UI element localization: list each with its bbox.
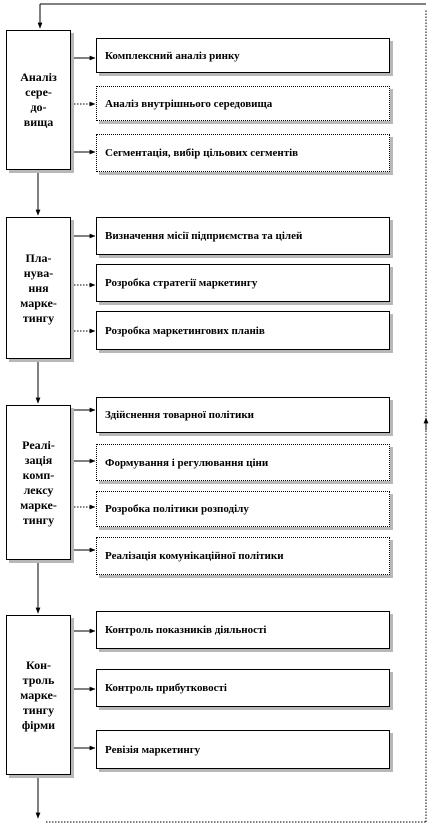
stage-label: Аналіз сере- до- вища <box>20 70 57 129</box>
task-internal-environment-analysis <box>96 86 390 121</box>
task-label: Контроль показників діяльності <box>105 624 267 636</box>
task-label: Аналіз внутрішнього середовища <box>105 97 273 110</box>
task-label: Розробка маркетингових планів <box>105 324 265 337</box>
stage-environment-analysis <box>6 30 71 170</box>
task-profitability-control <box>96 669 390 707</box>
task-segmentation <box>96 134 390 172</box>
task-communication-policy <box>96 537 390 575</box>
task-marketing-strategy <box>96 264 390 302</box>
task-product-policy <box>96 397 390 433</box>
task-label: Реалізація комунікаційної політики <box>105 550 284 562</box>
task-market-analysis <box>96 38 390 73</box>
task-label: Ревізія маркетингу <box>105 743 201 756</box>
task-label: Комплексний аналіз ринку <box>105 49 240 62</box>
task-label: Здійснення товарної політики <box>105 409 254 421</box>
stage-marketing-control <box>6 615 71 775</box>
task-pricing <box>96 444 390 481</box>
stage-label: Пла- нува- ння марке- тингу <box>20 250 57 325</box>
task-mission-and-goals <box>96 217 390 255</box>
task-label: Контроль прибутковості <box>105 682 227 694</box>
stage-marketing-planning <box>6 217 71 359</box>
task-label: Сегментація, вибір цільових сегментів <box>105 147 299 159</box>
task-marketing-plans <box>96 311 390 350</box>
task-label: Формування і регулювання ціни <box>105 456 269 469</box>
stage-label: Кон- троль марке- тингу фірми <box>20 657 57 732</box>
task-label: Визначення місії підприємства та цілей <box>105 230 303 242</box>
task-marketing-audit <box>96 730 390 769</box>
stage-label: Реалі- зація комп- лексу марке- тингу <box>20 437 57 527</box>
stage-marketing-mix-implementation <box>6 405 71 560</box>
task-label: Розробка стратегії маркетингу <box>105 277 258 289</box>
task-label: Розробка політики розподілу <box>105 503 249 515</box>
task-performance-control <box>96 611 390 649</box>
task-distribution-policy <box>96 491 390 527</box>
